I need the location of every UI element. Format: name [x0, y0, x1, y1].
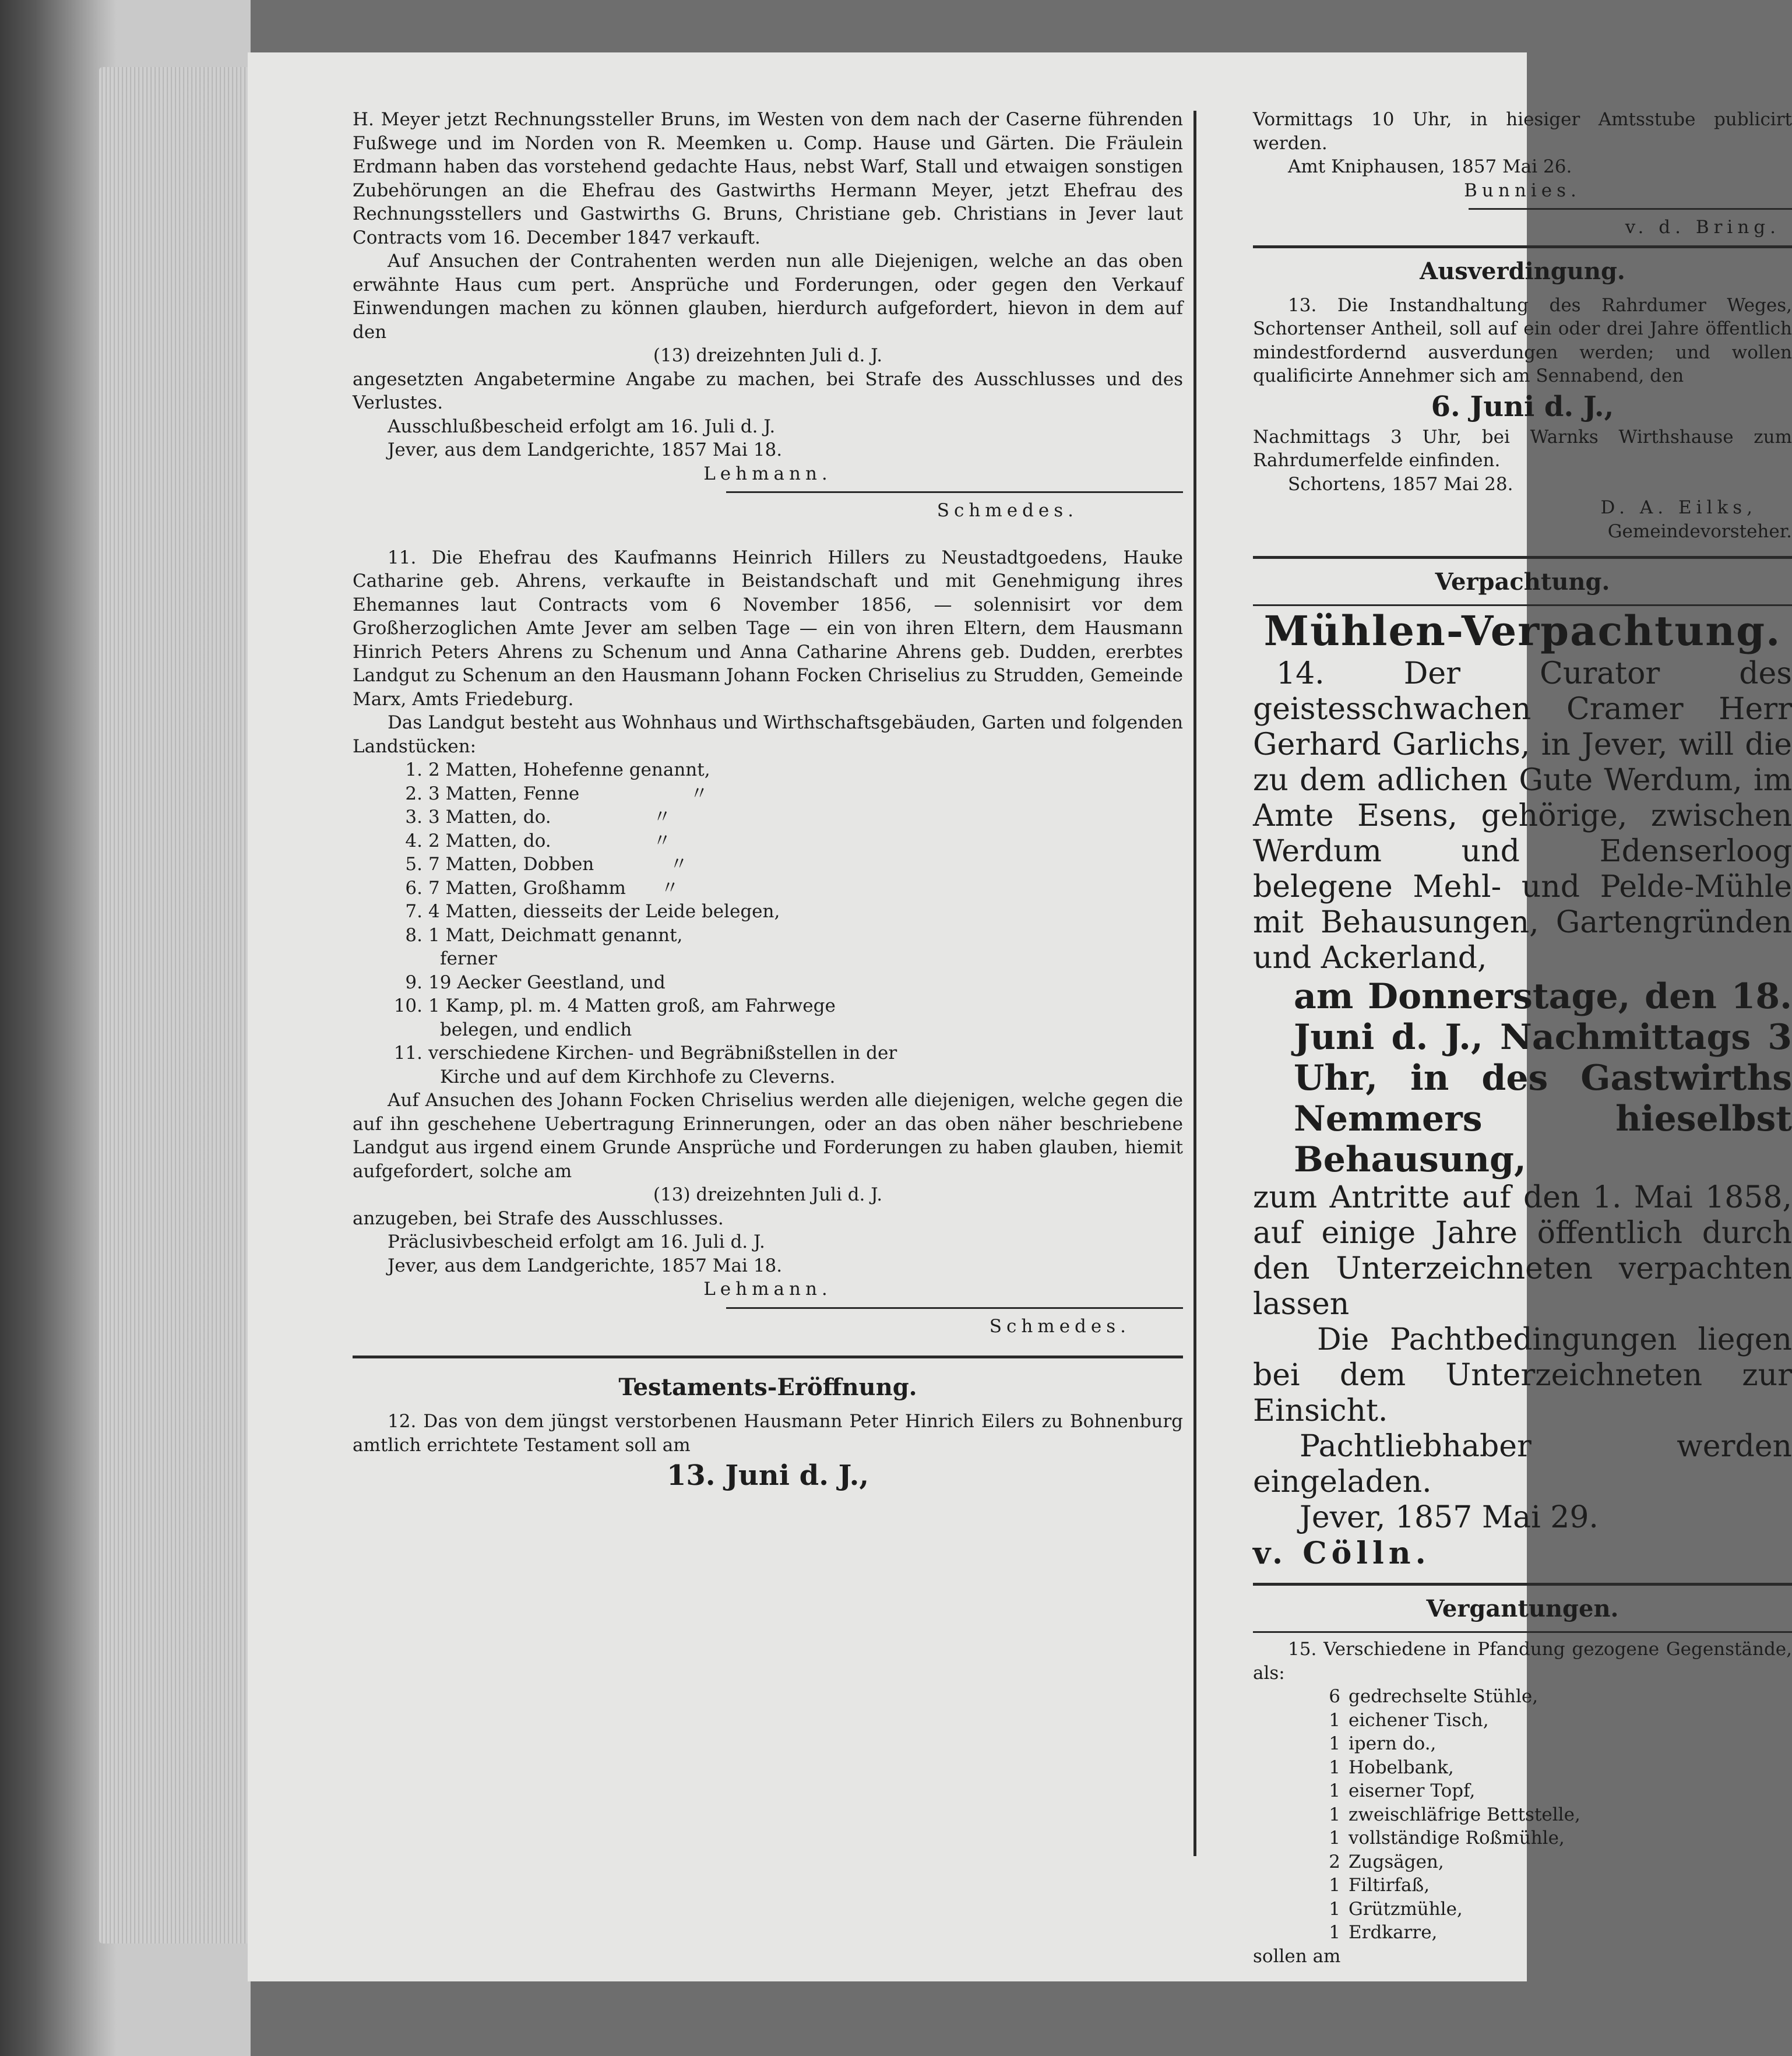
- notice-11-text: 11. Die Ehefrau des Kaufmanns Heinrich Hillers zu Neustadtgoedens, Hauke Catharine geb. Ahrens, verkaufte in Beistandschaft und mit Genehmigung ihres Ehemannes laut Contracts vom 6 November 1856, — solennisirt vor dem Großherzoglichen Amte Jever am selben Tage — ein von ihren Eltern, dem Hausmann Hinrich Peters Ahrens zu Schenum und Anna Catharine Ahrens geb. Dudden, ererbtes Landgut zu Schenum an den Hausmann Johann Focken Chriselius zu Strudden, Gemeinde Marx, Amts Friedeburg.: [353, 547, 1183, 710]
- section-heading-vergantungen: Vergantungen.: [1426, 1595, 1619, 1622]
- notice-14-place: Jever, 1857 Mai 29.: [1300, 1500, 1599, 1535]
- notice-13-place: Schortens, 1857 Mai 28.: [1288, 473, 1513, 495]
- notice-10-term: angesetzten Angabetermine Angabe zu machen, bei Strafe des Ausschlusses und des Verlustes.: [353, 368, 1183, 413]
- notice-14-conditions: Die Pachtbedingungen liegen bei dem Unterzeichneten zur Einsicht.: [1253, 1322, 1792, 1428]
- notice-11-estate: Das Landgut besteht aus Wohnhaus und Wirthschaftsgebäuden, Garten und folgenden Landstücken:: [353, 712, 1183, 757]
- left-column: [353, 108, 1183, 1494]
- section-heading-ausverdingung: Ausverdingung.: [1420, 257, 1625, 285]
- list-item: 1 vollständige Roßmühle,: [1329, 1828, 1565, 1849]
- section-rule: [1253, 1583, 1792, 1586]
- list-item: 8. 1 Matt, Deichmatt genannt,: [405, 924, 683, 946]
- notice-13-text: 13. Die Instandhaltung des Rahrdumer Weges, Schortenser Antheil, soll auf ein oder drei Jahre öffentlich mindestfordernd ausverdungen werden; und wollen qualificirte Annehmer sich am Sennabend, den: [1253, 294, 1792, 386]
- section-heading-testament: Testaments-Eröffnung.: [618, 1374, 917, 1401]
- list-item: 5. 7 Matten, Dobben 〃: [405, 854, 688, 875]
- page-stack-edges: [99, 67, 251, 1944]
- notice-10-date: (13) dreizehnten Juli d. J.: [653, 345, 883, 366]
- notice-14-invitation: Pachtliebhaber werden eingeladen.: [1253, 1429, 1792, 1499]
- list-item: 11. verschiedene Kirchen- und Begräbnißstellen in der: [393, 1043, 897, 1064]
- list-item: 7. 4 Matten, diesseits der Leide belegen,: [405, 901, 780, 922]
- list-item: 2. 3 Matten, Fenne 〃: [405, 783, 709, 804]
- notice-13-signature-title: Gemeindevorsteher.: [1607, 520, 1792, 542]
- list-item: 9. 19 Aecker Geestland, und: [405, 971, 666, 993]
- list-item-continued: belegen, und endlich: [440, 1019, 632, 1040]
- list-item: 10. 1 Kamp, pl. m. 4 Matten groß, am Fahrwege: [393, 995, 836, 1016]
- notice-15-text: 15. Verschiedene in Pfandung gezogene Gegenstände, als:: [1253, 1639, 1792, 1684]
- list-item: 2 Zugsägen,: [1329, 1851, 1444, 1872]
- notice-12-date: 13. Juni d. J.,: [666, 1459, 869, 1492]
- auction-items-list: [1253, 1685, 1792, 1945]
- notice-12-continued: Vormittags 10 Uhr, in hiesiger Amtsstube publicirt werden.: [1253, 109, 1792, 154]
- notice-11-signature-schmedes: Schmedes.: [989, 1315, 1131, 1337]
- notice-10-continued: H. Meyer jetzt Rechnungssteller Bruns, im Westen von dem nach der Caserne führenden Fußwege und im Norden von R. Meemken u. Comp. Hause und Gärten. Die Fräulein Erdmann haben das vorstehend gedachte Haus, nebst Warf, Stall und etwaigen sonstigen Zubehörungen an die Ehefrau des Gastwirths Hermann Meyer, jetzt Ehefrau des Rechnungsstellers und Gastwirths G. Bruns, Christiane geb. Christians in Jever laut Contracts vom 16. December 1847 verkauft.: [353, 109, 1183, 248]
- list-item: 4. 2 Matten, do. 〃: [405, 830, 671, 851]
- notice-14-terms: zum Antritte auf den 1. Mai 1858, auf einige Jahre öffentlich durch den Unterzeichneten verpachten lassen: [1253, 1180, 1792, 1322]
- land-parcel-list: [353, 758, 1183, 1089]
- section-heading-verpachtung: Verpachtung.: [1435, 568, 1610, 596]
- notice-13-date: 6. Juni d. J.,: [1431, 390, 1614, 423]
- list-item: 1 eichener Tisch,: [1329, 1709, 1489, 1731]
- notice-10-place: Jever, aus dem Landgerichte, 1857 Mai 18.: [388, 439, 783, 460]
- notice-11-place: Jever, aus dem Landgerichte, 1857 Mai 18.: [388, 1255, 783, 1276]
- list-item-continued: Kirche und auf dem Kirchhofe zu Cleverns.: [440, 1066, 836, 1087]
- notice-12-signature-bunnies: Bunnies.: [1464, 179, 1581, 201]
- notice-14-text: 14. Der Curator des geistesschwachen Cramer Herr Gerhard Garlichs, in Jever, will die zu dem adlichen Gute Werdum, im Amte Esens, gehörige, zwischen Werdum und Edenserloog belegene Mehl- und Pelde-Mühle mit Behausungen, Gartengründen und Ackerland,: [1253, 656, 1792, 976]
- list-item: 6. 7 Matten, Großhamm 〃: [405, 877, 679, 899]
- signature-rule: [1469, 208, 1792, 210]
- list-item: 1 eiserner Topf,: [1329, 1780, 1476, 1801]
- notice-10-signature-schmedes: Schmedes.: [937, 500, 1078, 521]
- notice-14-bold-date: am Donnerstage, den 18. Juni d. J., Nachmittags 3 Uhr, in des Gastwirths Nemmers hieselbst Behausung,: [1294, 976, 1792, 1180]
- list-item: 6 gedrechselte Stühle,: [1329, 1686, 1538, 1707]
- notice-13-signature: D. A. Eilks,: [1600, 497, 1757, 518]
- notice-10-ruling: Ausschlußbescheid erfolgt am 16. Juli d. J.: [388, 416, 776, 437]
- notice-11-date: (13) dreizehnten Juli d. J.: [653, 1184, 883, 1205]
- list-item: 1 Erdkarre,: [1329, 1922, 1438, 1943]
- section-rule: [1253, 245, 1792, 248]
- signature-rule: [726, 491, 1183, 493]
- notice-11-term: anzugeben, bei Strafe des Ausschlusses.: [353, 1207, 724, 1229]
- notice-15-continued: sollen am: [1253, 1945, 1341, 1967]
- notice-11-signature-lehmann: Lehmann.: [703, 1279, 832, 1300]
- notice-12-text: 12. Das von dem jüngst verstorbenen Hausmann Peter Hinrich Eilers zu Bohnenburg amtlich errichtete Testament soll am: [353, 1411, 1183, 1456]
- list-item: 1 zweischläfrige Bettstelle,: [1329, 1804, 1580, 1825]
- signature-rule: [726, 1307, 1183, 1309]
- list-item: 1 Filtirfaß,: [1329, 1875, 1430, 1896]
- spacer: [353, 523, 1183, 546]
- column-divider: [1194, 111, 1196, 1856]
- notice-10-request: Auf Ansuchen der Contrahenten werden nun alle Diejenigen, welche an das oben erwähnte Haus cum pert. Ansprüche und Forderungen, oder gegen den Verkauf Einwendungen machen zu können glauben, hierdurch aufgefordert, hievon in dem auf den: [353, 251, 1183, 343]
- section-rule: [353, 1356, 1183, 1358]
- notice-11-ruling: Präclusivbescheid erfolgt am 16. Juli d. J.: [388, 1231, 765, 1252]
- notice-12-place: Amt Kniphausen, 1857 Mai 26.: [1288, 156, 1572, 177]
- list-item: 1 Hobelbank,: [1329, 1756, 1454, 1778]
- notice-11-request: Auf Ansuchen des Johann Focken Chriselius werden alle diejenigen, welche gegen die auf ihn geschehene Uebertragung Erinnerungen, oder an das oben näher beschriebene Landgut aus irgend einem Grunde Ansprüche und Forderungen zu haben glauben, hiemit aufgefordert, solche am: [353, 1090, 1183, 1182]
- heading-rule: [1253, 1631, 1792, 1633]
- notice-10-signature-lehmann: Lehmann.: [703, 463, 832, 484]
- list-item-continued: ferner: [440, 948, 497, 969]
- notice-13-time: Nachmittags 3 Uhr, bei Warnks Wirthshause zum Rahrdumerfelde einfinden.: [1253, 426, 1792, 471]
- newspaper-page: [248, 52, 1792, 1981]
- ad-title-muehlen-verpachtung: Mühlen-Verpachtung.: [1263, 607, 1782, 655]
- right-column: [1253, 108, 1792, 1968]
- notice-12-signature-bring: v. d. Bring.: [1625, 217, 1780, 238]
- list-item: 3. 3 Matten, do. 〃: [405, 807, 671, 828]
- list-item: 1. 2 Matten, Hohefenne genannt,: [405, 759, 710, 780]
- list-item: 1 Grützmühle,: [1329, 1898, 1463, 1920]
- section-rule: [1253, 556, 1792, 559]
- list-item: 1 ipern do.,: [1329, 1733, 1437, 1754]
- notice-14-signature: v. Cölln.: [1253, 1536, 1431, 1571]
